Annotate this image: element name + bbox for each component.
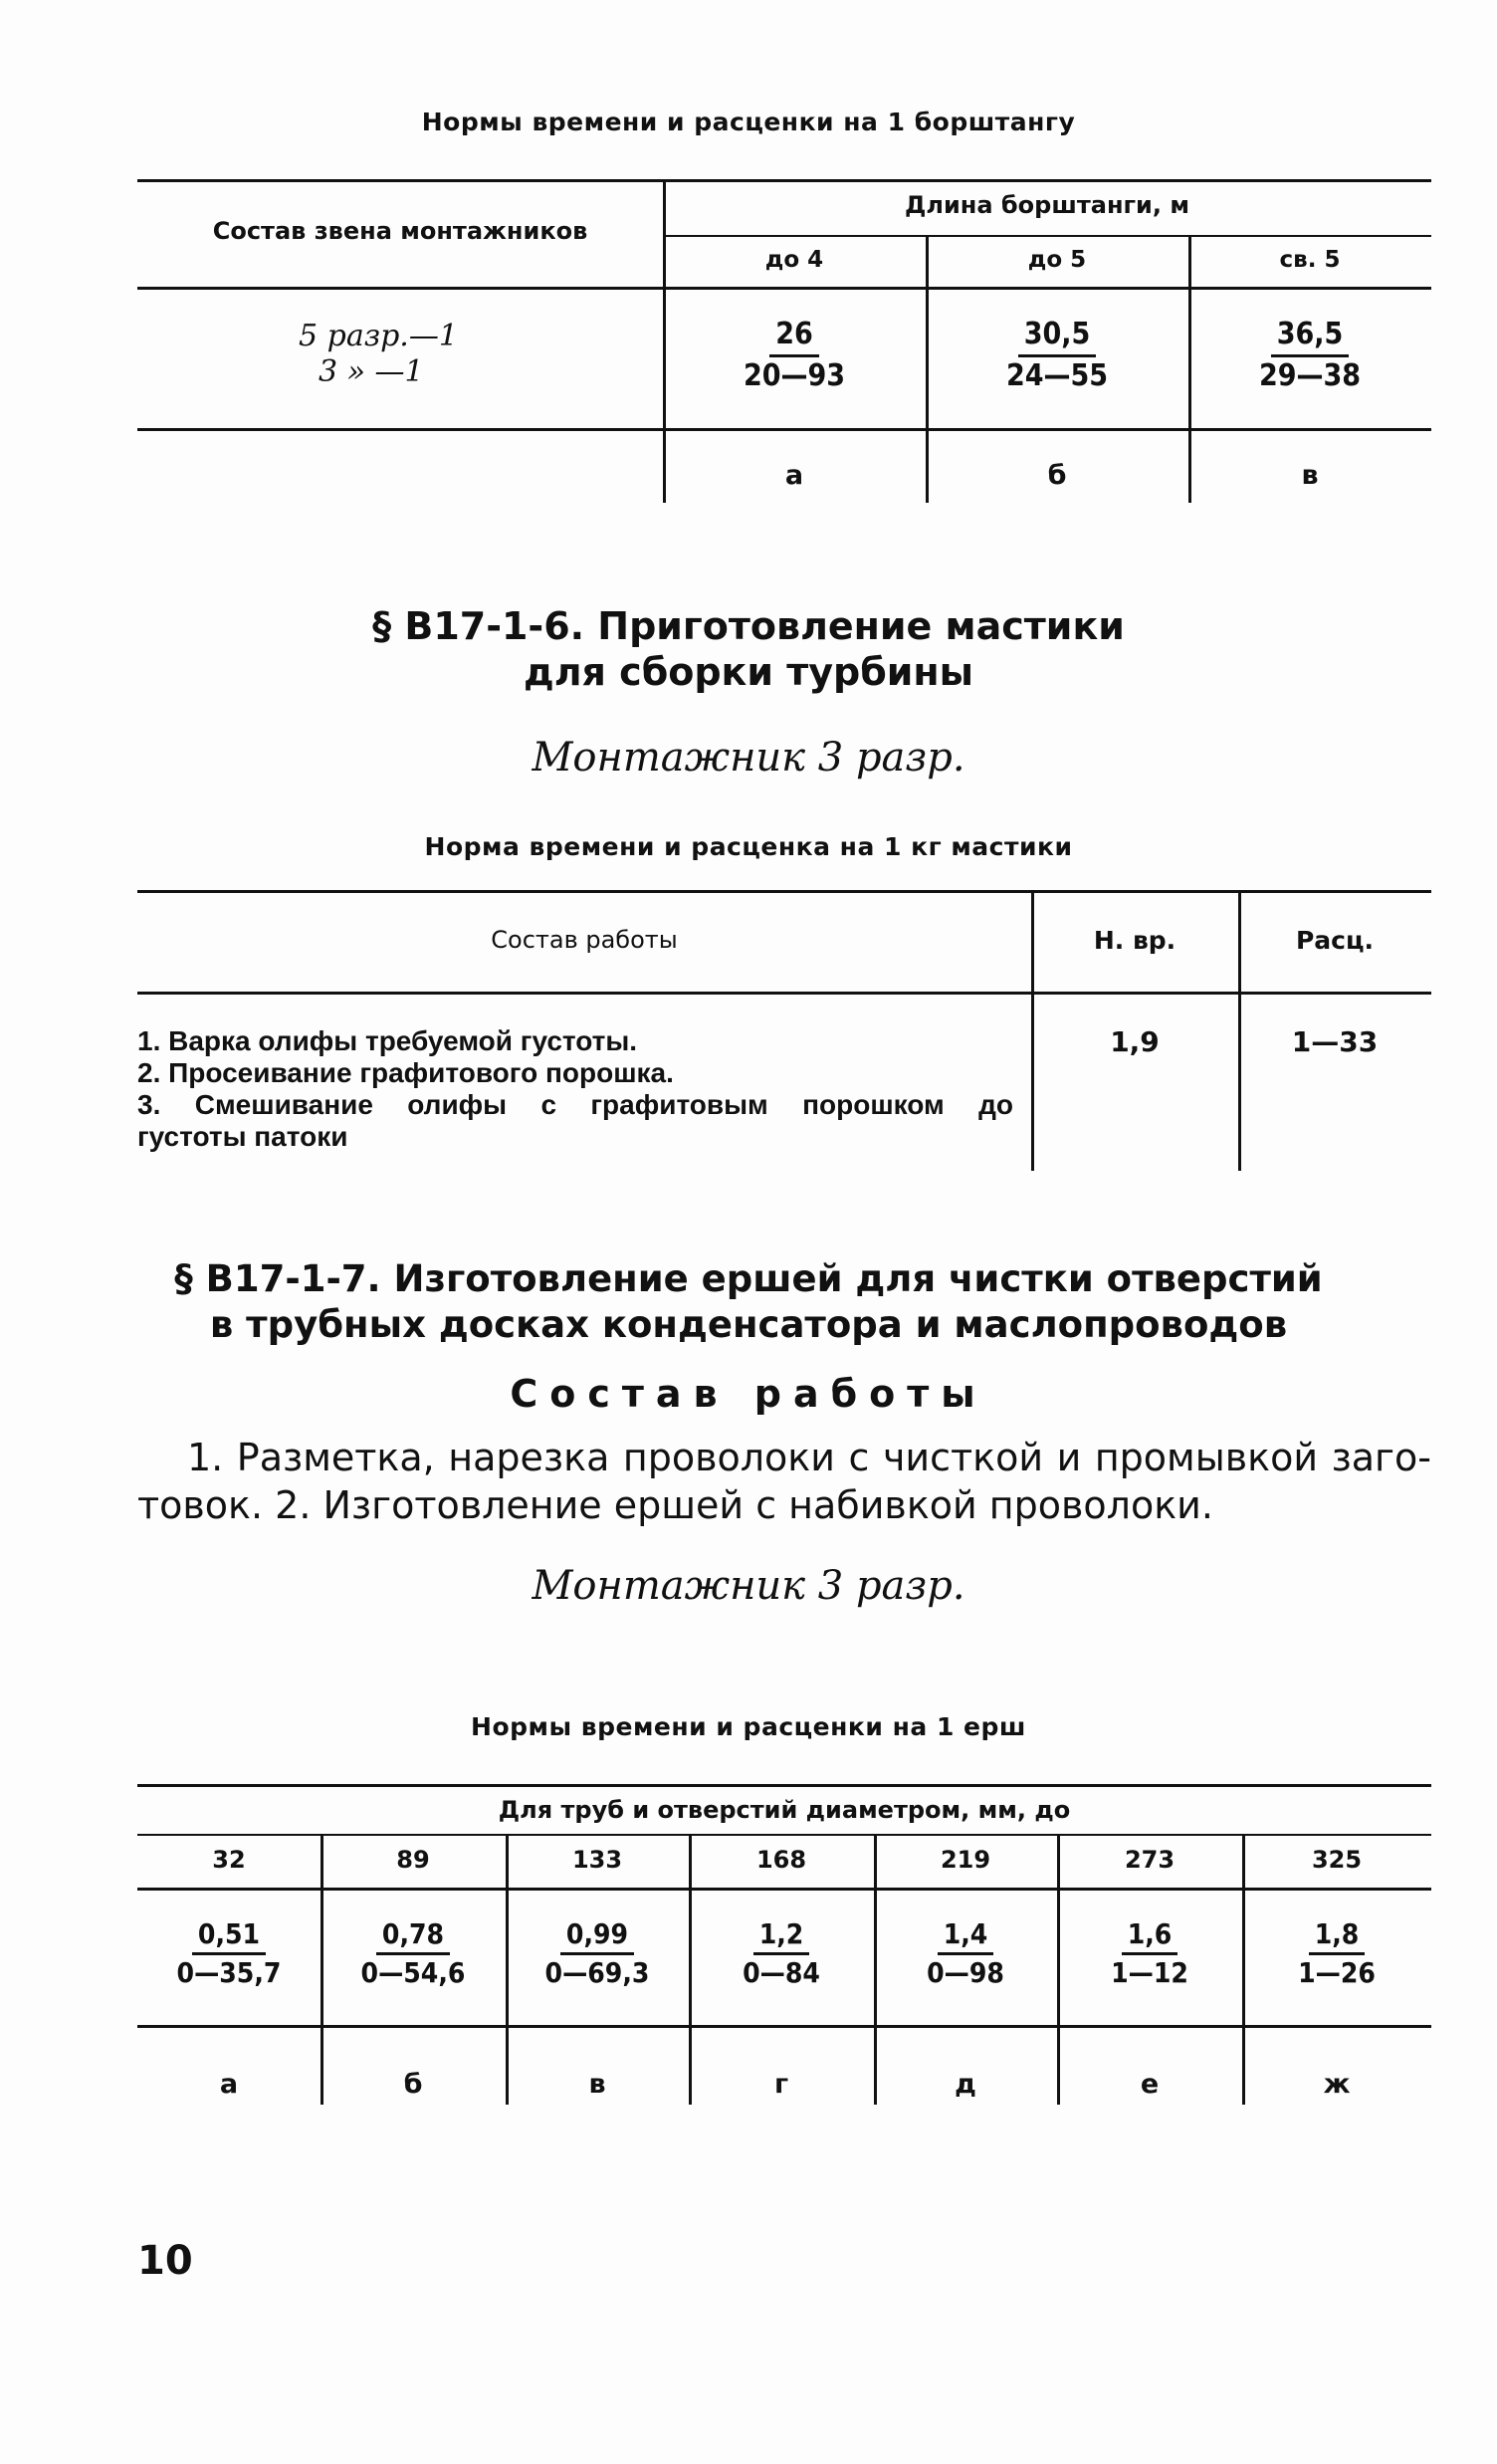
table2-top-rule <box>137 890 1431 893</box>
table1-subhead: до 5 <box>1027 247 1087 273</box>
rate-value: 1—26 <box>1298 1956 1376 1990</box>
table3-group-head: Для труб и отверстий диаметром, мм, до <box>498 1796 1071 1824</box>
diameter-head: 32 <box>212 1846 246 1874</box>
table3-value <box>321 1917 506 1990</box>
work-item: 2. Просеивание графитового порошка. <box>137 1057 674 1088</box>
table3-subhead-rule <box>137 1834 1431 1836</box>
section6-title-line: для сборки турбины <box>524 650 973 694</box>
table1-head-rule <box>137 287 1431 290</box>
table2-col-norm: Н. вр. <box>1093 926 1176 955</box>
table2-head-rule <box>137 992 1431 995</box>
table3-letter: в <box>588 2069 606 2100</box>
work-item: 1. Варка олифы требуемой густоты. <box>137 1025 638 1056</box>
norm-value: 26 <box>769 318 819 357</box>
rate-value: 29—38 <box>1258 357 1362 393</box>
table3-letter: е <box>1140 2069 1160 2100</box>
diameter-head: 325 <box>1311 1846 1363 1874</box>
table1-letter: а <box>784 460 804 491</box>
table1-letter: в <box>1301 460 1319 491</box>
norm-value: 0,99 <box>560 1918 634 1955</box>
table3-value <box>506 1917 689 1990</box>
table1-group-head: Длина борштанги, м <box>905 191 1189 219</box>
rate-value: 1—12 <box>1111 1956 1188 1990</box>
section7-work-heading: Состав работы <box>510 1372 987 1416</box>
diameter-head: 273 <box>1124 1846 1176 1874</box>
crew-line: 3 » —1 <box>319 354 424 389</box>
section7-work-text <box>137 1434 1431 1529</box>
table3-letter: а <box>219 2069 239 2100</box>
table1-top-rule <box>137 179 1431 182</box>
table3-body-rule <box>137 2025 1431 2028</box>
table3-head-rule <box>137 1888 1431 1891</box>
table3-value <box>689 1917 874 1990</box>
rate-value: 24—55 <box>1005 357 1109 393</box>
norm-value: 0,51 <box>192 1918 266 1955</box>
norm-value: 1,4 <box>938 1918 994 1955</box>
diameter-head: 89 <box>396 1846 430 1874</box>
table2-rate: 1—33 <box>1291 1025 1379 1058</box>
table1-subhead: св. 5 <box>1279 247 1341 273</box>
table3-value <box>1057 1917 1242 1990</box>
table1-col-head: Состав звена монтажников <box>212 217 588 245</box>
diameter-head: 168 <box>755 1846 807 1874</box>
section6-worker: Монтажник 3 разр. <box>532 735 965 781</box>
table1-subhead-rule <box>663 235 1431 237</box>
norm-value: 0,78 <box>376 1918 450 1955</box>
rate-value: 0—69,3 <box>544 1956 650 1990</box>
rate-value: 0—98 <box>927 1956 1004 1990</box>
table3-value <box>137 1917 321 1990</box>
table2-col-rate: Расц. <box>1295 926 1375 955</box>
table1-body-rule <box>137 428 1431 431</box>
section6-caption: Норма времени и расценка на 1 кг мастики <box>424 832 1073 861</box>
table1-value <box>663 317 926 394</box>
table1-crew <box>299 319 458 390</box>
table3-letter: ж <box>1323 2069 1351 2100</box>
table3-letter: г <box>773 2069 789 2100</box>
diameter-head: 133 <box>571 1846 623 1874</box>
table3-letter: д <box>955 2069 976 2100</box>
work-item: 3. Смешивание олифы с графитовым порошком до <box>137 1089 1013 1120</box>
work-item: густоты патоки <box>137 1121 348 1152</box>
table3-value <box>1242 1917 1431 1990</box>
norm-value: 30,5 <box>1018 318 1097 357</box>
rate-value: 20—93 <box>743 357 846 393</box>
table1-letter: б <box>1047 460 1067 491</box>
section7-title-line: § В17-1-7. Изготовление ершей для чистки отверстий <box>174 1257 1323 1300</box>
page-number: 10 <box>137 2238 193 2284</box>
norm-value: 1,8 <box>1309 1918 1366 1955</box>
section7-caption: Нормы времени и расценки на 1 ерш <box>471 1712 1026 1741</box>
rate-value: 0—84 <box>743 1956 820 1990</box>
crew-line: 5 разр.—1 <box>299 319 458 353</box>
table1-caption: Нормы времени и расценки на 1 борштангу <box>421 108 1076 136</box>
norm-value: 36,5 <box>1271 318 1350 357</box>
table1-value <box>1188 317 1431 394</box>
table2-col-work: Состав работы <box>491 926 678 954</box>
norm-value: 1,2 <box>753 1918 810 1955</box>
norm-value: 1,6 <box>1122 1918 1178 1955</box>
table2-norm: 1,9 <box>1110 1025 1160 1058</box>
section7-worker: Монтажник 3 разр. <box>532 1563 965 1609</box>
work-line: товок. 2. Изготовление ершей с набивкой проволоки. <box>137 1483 1213 1527</box>
table1-subhead: до 4 <box>764 247 824 273</box>
rate-value: 0—54,6 <box>360 1956 466 1990</box>
table1-value <box>926 317 1188 394</box>
table3-value <box>874 1917 1057 1990</box>
table3-letter: б <box>403 2069 423 2100</box>
section7-title <box>0 1256 1497 1348</box>
section6-title <box>0 603 1497 695</box>
rate-value: 0—35,7 <box>176 1956 282 1990</box>
diameter-head: 219 <box>940 1846 991 1874</box>
table2-work-list <box>137 1025 1013 1153</box>
section7-title-line: в трубных досках конденсатора и маслопроводов <box>209 1303 1288 1346</box>
section6-title-line: § В17-1-6. Приготовление мастики <box>372 604 1125 648</box>
work-line: 1. Разметка, нарезка проволоки с чисткой и промывкой заго- <box>187 1436 1431 1479</box>
table3-top-rule <box>137 1784 1431 1787</box>
